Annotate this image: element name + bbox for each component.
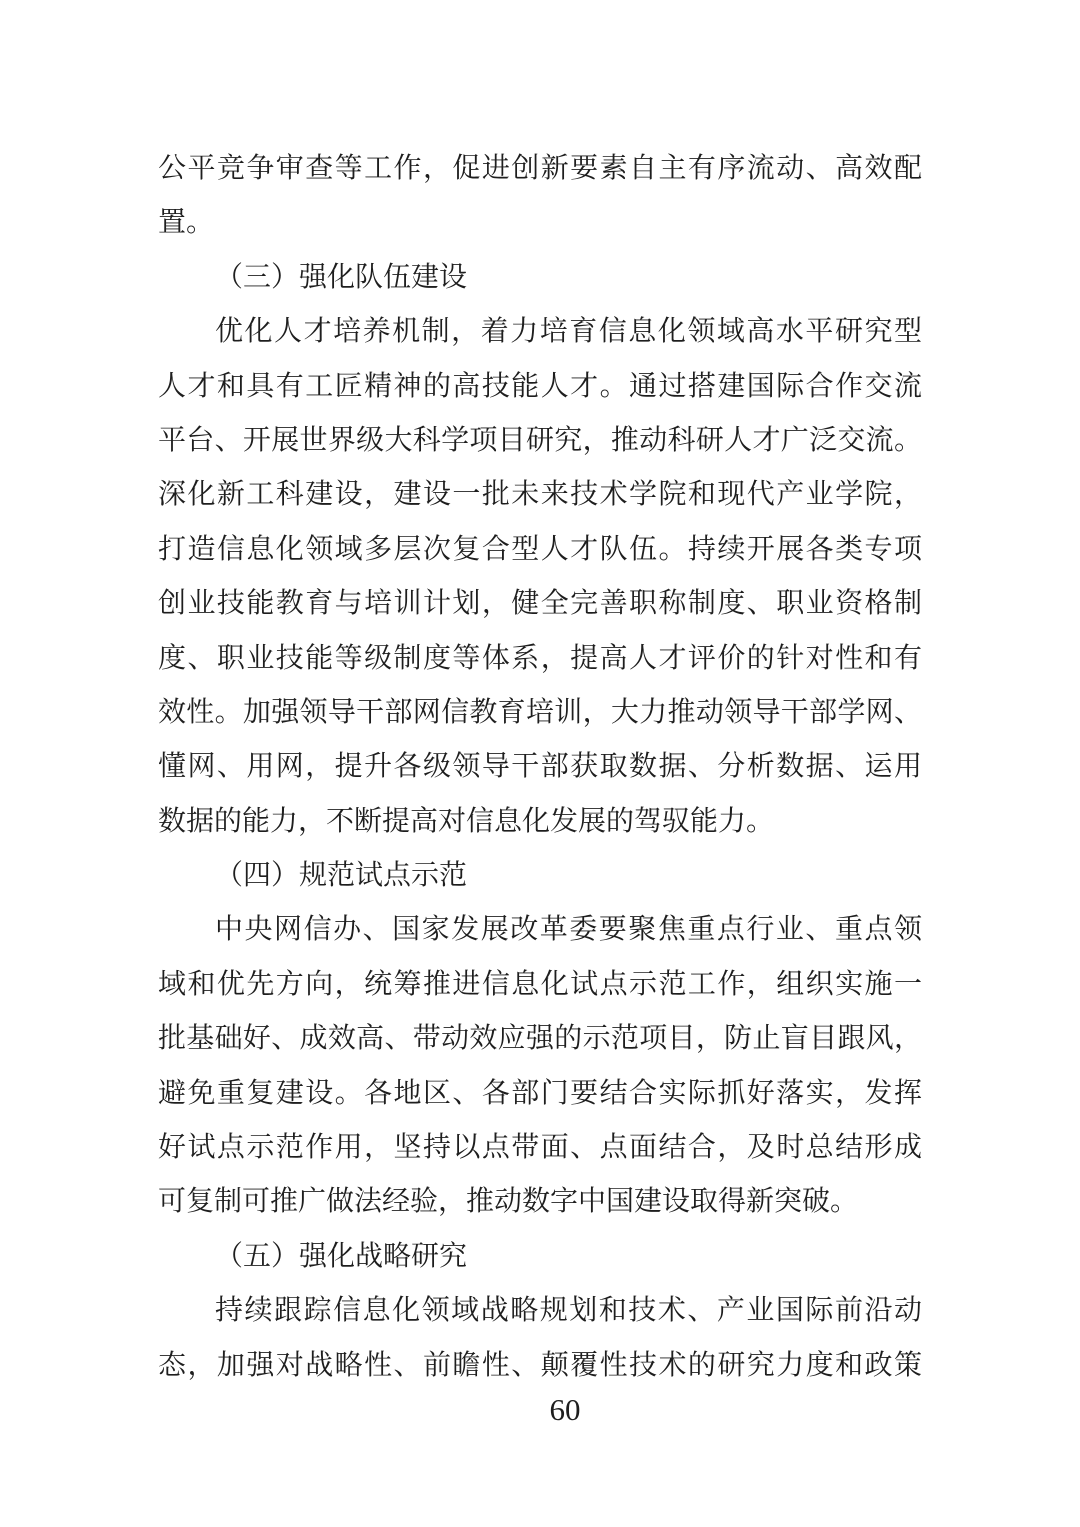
text-line: 公平竞争审查等工作，促进创新要素自主有序流动、高效配 xyxy=(158,151,922,184)
text-line: 数据的能力，不断提高对信息化发展的驾驭能力。 xyxy=(158,803,775,837)
text-line: 优化人才培养机制，着力培育信息化领域高水平研究型 xyxy=(215,314,922,348)
text-line: 创业技能教育与培训计划，健全完善职称制度、职业资格制 xyxy=(158,586,922,620)
text-line: 深化新工科建设，建设一批未来技术学院和现代产业学院， xyxy=(158,477,922,511)
text-line: 态，加强对战略性、前瞻性、颠覆性技术的研究力度和政策 xyxy=(158,1347,922,1381)
text-line: 域和优先方向，统筹推进信息化试点示范工作，组织实施一 xyxy=(158,966,922,1000)
text-line: 批基础好、成效高、带动效应强的示范项目，防止盲目跟风， xyxy=(158,1021,922,1055)
text-line: 效性。加强领导干部网信教育培训，大力推动领导干部学网、 xyxy=(158,694,922,728)
text-line: 可复制可推广做法经验，推动数字中国建设取得新突破。 xyxy=(158,1184,859,1218)
text-line: 打造信息化领域多层次复合型人才队伍。持续开展各类专项 xyxy=(158,531,922,565)
section-heading: （三）强化队伍建设 xyxy=(215,259,468,293)
text-line: 平台、开展世界级大科学项目研究，推动科研人才广泛交流。 xyxy=(158,422,922,456)
page-number: 60 xyxy=(549,1392,581,1427)
document-body xyxy=(158,141,922,1392)
section-heading: （四）规范试点示范 xyxy=(215,858,468,892)
text-line: 持续跟踪信息化领域战略规划和技术、产业国际前沿动 xyxy=(215,1293,922,1327)
text-line: 中央网信办、国家发展改革委要聚焦重点行业、重点领 xyxy=(215,912,922,946)
text-line: 置。 xyxy=(158,205,215,239)
text-line: 度、职业技能等级制度等体系，提高人才评价的针对性和有 xyxy=(158,640,922,674)
text-line: 避免重复建设。各地区、各部门要结合实际抓好落实，发挥 xyxy=(158,1075,922,1109)
text-line: 懂网、用网，提升各级领导干部获取数据、分析数据、运用 xyxy=(158,749,922,783)
section-heading: （五）强化战略研究 xyxy=(215,1238,468,1272)
text-line: 好试点示范作用，坚持以点带面、点面结合，及时总结形成 xyxy=(158,1130,922,1164)
text-line: 人才和具有工匠精神的高技能人才。通过搭建国际合作交流 xyxy=(158,368,922,402)
